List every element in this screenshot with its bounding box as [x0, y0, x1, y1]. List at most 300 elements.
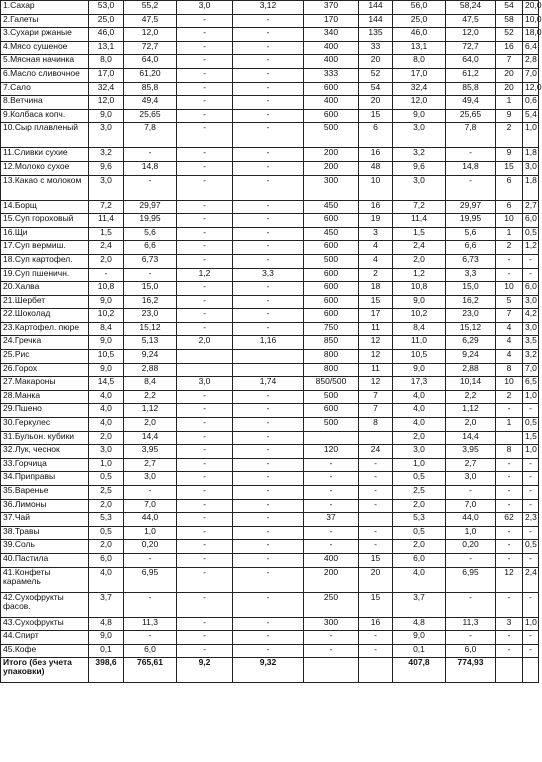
value-cell: 2,0 [393, 499, 446, 513]
value-cell: - [233, 526, 304, 540]
value-cell: 2,4 [523, 567, 539, 592]
table-row [1, 553, 539, 567]
value-cell: - [177, 148, 233, 162]
product-name-cell: 41.Конфеты карамель [1, 567, 89, 592]
value-cell: 3,0 [124, 472, 177, 486]
product-name-cell: 12.Молоко сухое [1, 161, 89, 175]
value-cell: 6,73 [124, 254, 177, 268]
value-cell: 3,0 [523, 322, 539, 336]
value-cell: 450 [304, 200, 359, 214]
value-cell: 4 [359, 254, 393, 268]
value-cell: 10,2 [393, 309, 446, 323]
value-cell: 6,6 [124, 241, 177, 255]
value-cell: 16 [359, 617, 393, 631]
value-cell: 20 [359, 567, 393, 592]
value-cell: - [233, 458, 304, 472]
value-cell: 3,2 [523, 350, 539, 364]
value-cell: - [233, 553, 304, 567]
value-cell: 25,65 [446, 109, 496, 123]
value-cell: - [177, 123, 233, 148]
value-cell: - [177, 567, 233, 592]
table-row [1, 499, 539, 513]
product-name-cell: 6.Масло сливочное [1, 68, 89, 82]
value-cell: 64,0 [446, 55, 496, 69]
value-cell: - [177, 499, 233, 513]
table-row [1, 617, 539, 631]
value-cell: 8,4 [124, 377, 177, 391]
product-name-cell: 35.Варенье [1, 486, 89, 500]
value-cell: - [177, 431, 233, 445]
value-cell: 13,1 [89, 41, 124, 55]
value-cell [523, 658, 539, 683]
value-cell: 1 [496, 418, 523, 432]
value-cell: - [496, 553, 523, 567]
value-cell: - [446, 553, 496, 567]
value-cell: 11,3 [124, 617, 177, 631]
value-cell: - [177, 526, 233, 540]
value-cell: 0,1 [89, 644, 124, 658]
value-cell: - [523, 553, 539, 567]
value-cell: 2,0 [89, 431, 124, 445]
value-cell: 47,5 [446, 14, 496, 28]
value-cell: 340 [304, 28, 359, 42]
table-row [1, 254, 539, 268]
product-name-cell: 29.Пшено [1, 404, 89, 418]
value-cell: 5,6 [446, 227, 496, 241]
value-cell: 0,5 [393, 526, 446, 540]
value-cell: 5,6 [124, 227, 177, 241]
value-cell: 0,1 [393, 644, 446, 658]
value-cell: 49,4 [124, 96, 177, 110]
value-cell: - [233, 592, 304, 617]
value-cell: - [177, 458, 233, 472]
table-row [1, 458, 539, 472]
value-cell: 25,0 [393, 14, 446, 28]
value-cell: 4,0 [89, 567, 124, 592]
value-cell: 800 [304, 363, 359, 377]
value-cell: 18 [359, 282, 393, 296]
product-name-cell: 13.Какао с молоком [1, 175, 89, 200]
product-name-cell: 15.Суп гороховый [1, 214, 89, 228]
provisions-table-body [1, 0, 542, 683]
value-cell: - [177, 472, 233, 486]
value-cell: - [523, 472, 539, 486]
value-cell: - [124, 148, 177, 162]
value-cell: - [359, 472, 393, 486]
value-cell: - [124, 268, 177, 282]
table-row [1, 592, 539, 617]
table-row [1, 175, 539, 200]
value-cell: 9 [496, 148, 523, 162]
value-cell: - [233, 227, 304, 241]
value-cell: 0,5 [89, 472, 124, 486]
value-cell: 33 [359, 41, 393, 55]
value-cell: 9,6 [393, 161, 446, 175]
value-cell: 15,12 [446, 322, 496, 336]
value-cell: 2,88 [446, 363, 496, 377]
value-cell: - [359, 644, 393, 658]
value-cell: 19,95 [124, 214, 177, 228]
value-cell: - [177, 55, 233, 69]
value-cell: 14,4 [446, 431, 496, 445]
product-name-cell: 4.Мясо сушеное [1, 41, 89, 55]
table-row [1, 161, 539, 175]
table-row [1, 350, 539, 364]
value-cell: - [496, 268, 523, 282]
value-cell: 53,0 [89, 1, 124, 15]
value-cell: 4,0 [89, 390, 124, 404]
value-cell: 12,0 [89, 96, 124, 110]
value-cell: 4,0 [393, 390, 446, 404]
value-cell: 11,4 [89, 214, 124, 228]
value-cell: 398,6 [89, 658, 124, 683]
product-name-cell: 43.Сухофрукты [1, 617, 89, 631]
value-cell: 25,0 [89, 14, 124, 28]
product-name-cell: 33.Горчица [1, 458, 89, 472]
value-cell: 7,0 [523, 363, 539, 377]
value-cell: 800 [304, 350, 359, 364]
value-cell: 1,2 [177, 268, 233, 282]
value-cell: 14,5 [89, 377, 124, 391]
value-cell: - [233, 404, 304, 418]
value-cell: 144 [359, 14, 393, 28]
value-cell: 6,29 [446, 336, 496, 350]
product-name-cell: 9.Колбаса копч. [1, 109, 89, 123]
product-name-cell: 3.Сухари ржаные [1, 28, 89, 42]
value-cell: - [124, 553, 177, 567]
value-cell: - [496, 540, 523, 554]
value-cell: 17,0 [393, 68, 446, 82]
value-cell: 9,0 [89, 295, 124, 309]
value-cell: - [177, 309, 233, 323]
value-cell: - [177, 214, 233, 228]
value-cell: - [446, 175, 496, 200]
value-cell: 9,0 [393, 363, 446, 377]
value-cell: 1,8 [523, 148, 539, 162]
value-cell: 16,2 [446, 295, 496, 309]
product-name-cell: 31.Бульон. кубики [1, 431, 89, 445]
product-name-cell: 21.Шербет [1, 295, 89, 309]
value-cell: 1,2 [523, 241, 539, 255]
value-cell: 3 [359, 227, 393, 241]
value-cell: 6,6 [446, 241, 496, 255]
value-cell: 8,0 [89, 55, 124, 69]
value-cell: - [233, 68, 304, 82]
value-cell: 64,0 [124, 55, 177, 69]
value-cell: 9,0 [89, 109, 124, 123]
value-cell: 1,0 [523, 445, 539, 459]
product-name-cell: 1.Сахар [1, 1, 89, 15]
product-name-cell: 18.Суп картофел. [1, 254, 89, 268]
value-cell: 3,0 [393, 123, 446, 148]
value-cell: 8,0 [393, 55, 446, 69]
value-cell: 10 [496, 282, 523, 296]
value-cell: 2,5 [393, 486, 446, 500]
value-cell: - [304, 499, 359, 513]
table-row [1, 82, 539, 96]
value-cell: 400 [304, 55, 359, 69]
value-cell: - [359, 540, 393, 554]
value-cell: 19 [359, 214, 393, 228]
value-cell: 10,14 [446, 377, 496, 391]
value-cell: 29,97 [124, 200, 177, 214]
value-cell: 3,5 [523, 336, 539, 350]
value-cell: 2,4 [393, 241, 446, 255]
value-cell: 1,5 [89, 227, 124, 241]
value-cell: 20 [359, 55, 393, 69]
value-cell: 2,7 [124, 458, 177, 472]
value-cell: 2 [496, 123, 523, 148]
value-cell: 407,8 [393, 658, 446, 683]
value-cell: 72,7 [446, 41, 496, 55]
value-cell: 4 [496, 336, 523, 350]
product-name-cell: 45.Кофе [1, 644, 89, 658]
value-cell: - [233, 14, 304, 28]
table-row [1, 241, 539, 255]
value-cell: 12,0 [393, 96, 446, 110]
total-row [1, 658, 539, 683]
table-row [1, 109, 539, 123]
product-name-cell: 10.Сыр плавленый [1, 123, 89, 148]
value-cell: 15 [359, 295, 393, 309]
value-cell: 2,4 [89, 241, 124, 255]
value-cell: 9,6 [89, 161, 124, 175]
product-name-cell: 27.Макароны [1, 377, 89, 391]
value-cell: 58,24 [446, 1, 496, 15]
value-cell [177, 363, 233, 377]
value-cell: 48 [359, 161, 393, 175]
value-cell: 19,95 [446, 214, 496, 228]
value-cell: 20 [496, 68, 523, 82]
value-cell: 3,0 [523, 161, 539, 175]
table-row [1, 282, 539, 296]
value-cell: 400 [304, 553, 359, 567]
value-cell: 1,0 [523, 390, 539, 404]
value-cell: - [177, 28, 233, 42]
value-cell: - [233, 148, 304, 162]
value-cell [304, 658, 359, 683]
value-cell: 2,0 [393, 254, 446, 268]
value-cell: 2,0 [393, 540, 446, 554]
value-cell: 774,93 [446, 658, 496, 683]
value-cell: 500 [304, 418, 359, 432]
value-cell: - [177, 390, 233, 404]
value-cell: - [177, 96, 233, 110]
product-name-cell: 14.Борщ [1, 200, 89, 214]
value-cell: - [496, 499, 523, 513]
value-cell: 0,5 [523, 418, 539, 432]
value-cell: - [233, 309, 304, 323]
value-cell: 600 [304, 82, 359, 96]
value-cell: - [233, 241, 304, 255]
value-cell: 13,1 [393, 41, 446, 55]
table-row [1, 322, 539, 336]
value-cell: 52 [359, 68, 393, 82]
value-cell: - [177, 617, 233, 631]
product-name-cell: 40.Пастила [1, 553, 89, 567]
value-cell: 56,0 [393, 1, 446, 15]
value-cell: - [124, 486, 177, 500]
value-cell: - [304, 540, 359, 554]
value-cell: - [177, 200, 233, 214]
value-cell: 4,0 [393, 418, 446, 432]
value-cell: - [523, 592, 539, 617]
value-cell: 3,0 [393, 445, 446, 459]
value-cell: - [233, 540, 304, 554]
value-cell: 23,0 [446, 309, 496, 323]
value-cell: 300 [304, 175, 359, 200]
value-cell: 4,2 [523, 309, 539, 323]
value-cell: 600 [304, 109, 359, 123]
value-cell: 16 [359, 148, 393, 162]
value-cell: - [177, 82, 233, 96]
table-row [1, 644, 539, 658]
value-cell: 14,4 [124, 431, 177, 445]
table-row [1, 200, 539, 214]
value-cell: 8 [496, 363, 523, 377]
value-cell: 3,3 [446, 268, 496, 282]
value-cell: 15 [359, 592, 393, 617]
value-cell: 17,0 [89, 68, 124, 82]
product-name-cell: 28.Манка [1, 390, 89, 404]
value-cell: 6,0 [523, 214, 539, 228]
value-cell: - [496, 486, 523, 500]
value-cell: 7 [359, 390, 393, 404]
value-cell: 85,8 [446, 82, 496, 96]
value-cell: - [496, 404, 523, 418]
value-cell: 9,0 [89, 631, 124, 645]
value-cell: - [124, 631, 177, 645]
value-cell: 3,0 [446, 472, 496, 486]
value-cell: - [177, 418, 233, 432]
value-cell: 9,32 [233, 658, 304, 683]
value-cell: 7,2 [89, 200, 124, 214]
value-cell [233, 350, 304, 364]
value-cell: 2,0 [177, 336, 233, 350]
value-cell: - [177, 241, 233, 255]
value-cell: - [177, 41, 233, 55]
table-row [1, 418, 539, 432]
table-row [1, 295, 539, 309]
product-name-cell: 26.Горох [1, 363, 89, 377]
value-cell: 16,2 [124, 295, 177, 309]
value-cell: 1,2 [393, 268, 446, 282]
value-cell: 3,12 [233, 1, 304, 15]
value-cell: 4,0 [393, 404, 446, 418]
value-cell: 600 [304, 404, 359, 418]
value-cell: - [523, 499, 539, 513]
value-cell: 12 [359, 350, 393, 364]
product-name-cell: 23.Картофел. пюре [1, 322, 89, 336]
value-cell: - [177, 540, 233, 554]
value-cell: - [304, 486, 359, 500]
value-cell [304, 431, 359, 445]
value-cell: - [177, 227, 233, 241]
table-row [1, 486, 539, 500]
table-row [1, 14, 539, 28]
table-row [1, 540, 539, 554]
value-cell: - [359, 458, 393, 472]
value-cell: 2,0 [89, 499, 124, 513]
value-cell: 1,16 [233, 336, 304, 350]
value-cell: - [233, 28, 304, 42]
value-cell: 3,0 [89, 123, 124, 148]
value-cell: - [89, 268, 124, 282]
value-cell: 3 [496, 617, 523, 631]
value-cell: - [446, 486, 496, 500]
value-cell: 6,0 [523, 282, 539, 296]
value-cell: - [523, 526, 539, 540]
value-cell: - [233, 175, 304, 200]
value-cell: - [177, 322, 233, 336]
value-cell: 9,0 [89, 336, 124, 350]
value-cell: 72,7 [124, 41, 177, 55]
value-cell: 24 [359, 445, 393, 459]
value-cell: 250 [304, 592, 359, 617]
value-cell: 18,0 [523, 28, 539, 42]
product-name-cell: 24.Гречка [1, 336, 89, 350]
value-cell: - [233, 322, 304, 336]
value-cell: 3,95 [124, 445, 177, 459]
product-name-cell: 38.Травы [1, 526, 89, 540]
product-name-cell: 32.Лук, чеснок [1, 445, 89, 459]
value-cell: 2,0 [89, 254, 124, 268]
product-name-cell: 17.Суп вермиш. [1, 241, 89, 255]
value-cell: 9,0 [89, 363, 124, 377]
value-cell: 7 [496, 309, 523, 323]
value-cell: 2,0 [124, 418, 177, 432]
value-cell: 400 [304, 41, 359, 55]
value-cell: 61,2 [446, 68, 496, 82]
product-name-cell: 16.Щи [1, 227, 89, 241]
value-cell: - [496, 472, 523, 486]
value-cell: 500 [304, 254, 359, 268]
value-cell: - [446, 148, 496, 162]
value-cell: 5,13 [124, 336, 177, 350]
value-cell: 52 [496, 28, 523, 42]
value-cell: - [233, 617, 304, 631]
value-cell: 2,0 [446, 418, 496, 432]
value-cell: 2 [359, 268, 393, 282]
value-cell [177, 350, 233, 364]
product-name-cell: 44.Спирт [1, 631, 89, 645]
table-row [1, 363, 539, 377]
value-cell: 3,95 [446, 445, 496, 459]
value-cell: 15,0 [124, 282, 177, 296]
value-cell: 3,3 [233, 268, 304, 282]
value-cell: - [177, 68, 233, 82]
value-cell: - [177, 109, 233, 123]
value-cell: 9 [496, 109, 523, 123]
value-cell: - [177, 14, 233, 28]
value-cell: 200 [304, 567, 359, 592]
value-cell: - [233, 96, 304, 110]
value-cell: 8 [496, 445, 523, 459]
value-cell: 9,24 [446, 350, 496, 364]
value-cell: 85,8 [124, 82, 177, 96]
value-cell: 17 [359, 309, 393, 323]
table-row [1, 268, 539, 282]
value-cell: 9,0 [393, 295, 446, 309]
value-cell: 10 [496, 377, 523, 391]
value-cell: 16 [496, 41, 523, 55]
value-cell: - [496, 644, 523, 658]
value-cell: 44,0 [124, 513, 177, 527]
value-cell: - [233, 567, 304, 592]
value-cell: 7,2 [393, 200, 446, 214]
value-cell: 500 [304, 123, 359, 148]
value-cell: 15 [359, 553, 393, 567]
